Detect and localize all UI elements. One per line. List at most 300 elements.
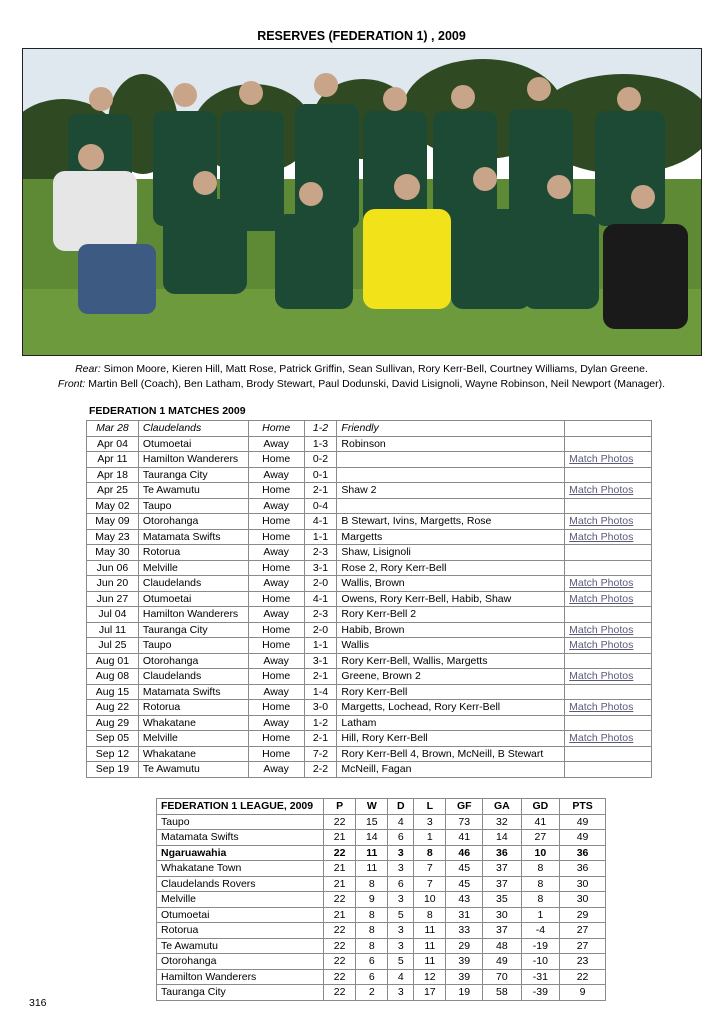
league-points-cell: 30 (560, 892, 606, 908)
match-photos-link-cell (565, 514, 652, 530)
league-won-cell: 6 (356, 954, 388, 970)
match-date-cell: Apr 25 (87, 483, 139, 499)
match-photos-link-cell (565, 498, 652, 514)
match-photos-link[interactable]: Match Photos (569, 530, 634, 543)
match-scorers-cell: McNeill, Fagan (337, 762, 565, 778)
league-won-cell: 8 (356, 876, 388, 892)
match-venue-cell: Home (248, 514, 304, 530)
league-points-cell: 30 (560, 876, 606, 892)
league-goals-for-cell: 31 (446, 907, 483, 923)
table-row (87, 421, 652, 437)
match-score-cell: 2-1 (304, 669, 337, 685)
match-photos-link[interactable]: Match Photos (569, 577, 634, 590)
match-opponent-cell: Te Awamutu (138, 762, 248, 778)
match-photos-link[interactable]: Match Photos (569, 670, 634, 683)
match-scorers-cell: Rory Kerr-Bell 2 (337, 607, 565, 623)
team-photo-illustration (23, 49, 702, 356)
match-score-cell: 2-3 (304, 545, 337, 561)
match-score-cell: 2-2 (304, 762, 337, 778)
matches-table (86, 420, 652, 778)
league-goals-for-cell: 33 (446, 923, 483, 939)
table-row (87, 622, 652, 638)
match-opponent-cell: Melville (138, 560, 248, 576)
table-row (87, 715, 652, 731)
caption-front-label: Front: (57, 378, 86, 390)
league-header-goals-against: GA (483, 799, 522, 815)
league-drawn-cell: 3 (388, 938, 414, 954)
match-venue-cell: Home (248, 591, 304, 607)
league-goals-against-cell: 30 (483, 907, 522, 923)
match-photos-link-cell (565, 467, 652, 483)
match-scorers-cell: Shaw, Lisignoli (337, 545, 565, 561)
league-goal-diff-cell: -31 (521, 969, 560, 985)
match-score-cell: 2-1 (304, 731, 337, 747)
match-score-cell: 0-4 (304, 498, 337, 514)
league-points-cell: 9 (560, 985, 606, 1001)
match-venue-cell: Home (248, 483, 304, 499)
match-opponent-cell: Taupo (138, 638, 248, 654)
match-photos-link-cell (565, 436, 652, 452)
match-venue-cell: Away (248, 684, 304, 700)
match-opponent-cell: Whakatane (138, 746, 248, 762)
league-header-points: PTS (560, 799, 606, 815)
league-won-cell: 14 (356, 830, 388, 846)
league-won-cell: 2 (356, 985, 388, 1001)
match-scorers-cell: Robinson (337, 436, 565, 452)
match-photos-link[interactable]: Match Photos (569, 639, 634, 652)
match-scorers-cell: Margetts (337, 529, 565, 545)
table-row (157, 907, 606, 923)
match-photos-link[interactable]: Match Photos (569, 732, 634, 745)
match-score-cell: 1-1 (304, 529, 337, 545)
league-table-body (157, 799, 606, 1001)
league-goal-diff-cell: 10 (521, 845, 560, 861)
league-drawn-cell: 5 (388, 954, 414, 970)
match-score-cell: 2-0 (304, 576, 337, 592)
match-date-cell: Aug 01 (87, 653, 139, 669)
table-row (87, 467, 652, 483)
league-lost-cell: 11 (414, 923, 446, 939)
match-score-cell: 7-2 (304, 746, 337, 762)
match-photos-link-cell (565, 529, 652, 545)
league-team-cell: Otorohanga (157, 954, 324, 970)
match-scorers-cell (337, 452, 565, 468)
match-opponent-cell: Otorohanga (138, 653, 248, 669)
photo-caption (0, 362, 723, 392)
league-goal-diff-cell: -10 (521, 954, 560, 970)
table-row (87, 700, 652, 716)
match-venue-cell: Home (248, 560, 304, 576)
match-venue-cell: Home (248, 700, 304, 716)
match-venue-cell: Home (248, 638, 304, 654)
league-team-cell: Otumoetai (157, 907, 324, 923)
league-lost-cell: 11 (414, 954, 446, 970)
league-points-cell: 29 (560, 907, 606, 923)
table-row (157, 985, 606, 1001)
match-scorers-cell (337, 467, 565, 483)
match-date-cell: Jun 06 (87, 560, 139, 576)
match-scorers-cell: Habib, Brown (337, 622, 565, 638)
match-date-cell: Aug 22 (87, 700, 139, 716)
table-row (157, 876, 606, 892)
match-score-cell: 1-4 (304, 684, 337, 700)
match-date-cell: Sep 12 (87, 746, 139, 762)
match-date-cell: Mar 28 (87, 421, 139, 437)
caption-front-line (0, 377, 723, 392)
table-row (157, 830, 606, 846)
match-venue-cell: Away (248, 715, 304, 731)
caption-rear-line (0, 362, 723, 377)
match-scorers-cell (337, 498, 565, 514)
league-team-cell: Hamilton Wanderers (157, 969, 324, 985)
match-photos-link-cell (565, 638, 652, 654)
league-lost-cell: 3 (414, 814, 446, 830)
league-drawn-cell: 6 (388, 876, 414, 892)
match-photos-link-cell (565, 731, 652, 747)
match-score-cell: 0-1 (304, 467, 337, 483)
league-points-cell: 49 (560, 814, 606, 830)
league-won-cell: 8 (356, 923, 388, 939)
match-opponent-cell: Matamata Swifts (138, 529, 248, 545)
match-photos-link-cell (565, 591, 652, 607)
match-date-cell: Sep 19 (87, 762, 139, 778)
league-team-cell: Whakatane Town (157, 861, 324, 877)
match-scorers-cell: Shaw 2 (337, 483, 565, 499)
match-date-cell: Apr 11 (87, 452, 139, 468)
match-score-cell: 2-1 (304, 483, 337, 499)
table-row (87, 483, 652, 499)
caption-front-names: Martin Bell (Coach), Ben Latham, Brody Stewart, Paul Dodunski, David Lisignoli, Wayne Robinson, Neil Newport (Manager). (85, 378, 666, 390)
match-opponent-cell: Te Awamutu (138, 483, 248, 499)
matches-heading: FEDERATION 1 MATCHES 2009 (89, 405, 246, 417)
league-played-cell: 22 (324, 892, 356, 908)
match-score-cell: 1-1 (304, 638, 337, 654)
league-goals-against-cell: 14 (483, 830, 522, 846)
league-drawn-cell: 6 (388, 830, 414, 846)
league-goals-for-cell: 39 (446, 954, 483, 970)
league-goal-diff-cell: 8 (521, 876, 560, 892)
league-goals-against-cell: 49 (483, 954, 522, 970)
league-team-cell: Ngaruawahia (157, 845, 324, 861)
league-goal-diff-cell: 41 (521, 814, 560, 830)
league-goals-against-cell: 70 (483, 969, 522, 985)
league-goals-for-cell: 73 (446, 814, 483, 830)
match-opponent-cell: Melville (138, 731, 248, 747)
league-played-cell: 21 (324, 876, 356, 892)
match-photos-link-cell (565, 715, 652, 731)
league-played-cell: 22 (324, 938, 356, 954)
match-photos-link[interactable]: Match Photos (569, 592, 634, 605)
match-score-cell: 1-2 (304, 421, 337, 437)
table-row (87, 607, 652, 623)
league-lost-cell: 11 (414, 938, 446, 954)
league-lost-cell: 12 (414, 969, 446, 985)
team-photo (22, 48, 702, 356)
table-row (157, 969, 606, 985)
table-row (87, 653, 652, 669)
match-score-cell: 2-0 (304, 622, 337, 638)
table-row (87, 591, 652, 607)
league-lost-cell: 10 (414, 892, 446, 908)
table-row (87, 436, 652, 452)
match-opponent-cell: Claudelands (138, 576, 248, 592)
match-date-cell: Jul 04 (87, 607, 139, 623)
league-points-cell: 36 (560, 845, 606, 861)
league-lost-cell: 1 (414, 830, 446, 846)
match-photos-link[interactable]: Match Photos (569, 623, 634, 636)
table-row (87, 545, 652, 561)
match-venue-cell: Away (248, 498, 304, 514)
match-date-cell: May 02 (87, 498, 139, 514)
league-goals-for-cell: 29 (446, 938, 483, 954)
league-goals-against-cell: 58 (483, 985, 522, 1001)
page-number: 316 (29, 997, 47, 1009)
match-venue-cell: Home (248, 529, 304, 545)
match-opponent-cell: Hamilton Wanderers (138, 607, 248, 623)
match-photos-link[interactable]: Match Photos (569, 453, 634, 466)
table-row (87, 638, 652, 654)
league-played-cell: 22 (324, 969, 356, 985)
league-table (156, 798, 606, 1001)
match-opponent-cell: Otumoetai (138, 436, 248, 452)
league-won-cell: 6 (356, 969, 388, 985)
league-team-cell: Melville (157, 892, 324, 908)
match-scorers-cell: Margetts, Lochead, Rory Kerr-Bell (337, 700, 565, 716)
match-venue-cell: Home (248, 452, 304, 468)
table-row (157, 938, 606, 954)
match-opponent-cell: Whakatane (138, 715, 248, 731)
match-opponent-cell: Otumoetai (138, 591, 248, 607)
table-row (87, 731, 652, 747)
match-scorers-cell: B Stewart, Ivins, Margetts, Rose (337, 514, 565, 530)
match-score-cell: 0-2 (304, 452, 337, 468)
match-opponent-cell: Tauranga City (138, 467, 248, 483)
match-photos-link-cell (565, 545, 652, 561)
league-team-cell: Taupo (157, 814, 324, 830)
match-venue-cell: Home (248, 622, 304, 638)
match-venue-cell: Home (248, 421, 304, 437)
match-scorers-cell: Wallis (337, 638, 565, 654)
league-goals-against-cell: 48 (483, 938, 522, 954)
league-drawn-cell: 5 (388, 907, 414, 923)
table-row (157, 923, 606, 939)
league-goal-diff-cell: 1 (521, 907, 560, 923)
match-opponent-cell: Claudelands (138, 669, 248, 685)
match-date-cell: Aug 08 (87, 669, 139, 685)
match-photos-link-cell (565, 700, 652, 716)
league-goals-against-cell: 37 (483, 876, 522, 892)
match-opponent-cell: Otorohanga (138, 514, 248, 530)
league-header-row (157, 799, 606, 815)
league-played-cell: 22 (324, 985, 356, 1001)
match-date-cell: May 09 (87, 514, 139, 530)
match-score-cell: 3-1 (304, 560, 337, 576)
league-drawn-cell: 3 (388, 845, 414, 861)
match-photos-link[interactable]: Match Photos (569, 484, 634, 497)
match-venue-cell: Away (248, 545, 304, 561)
match-photos-link-cell (565, 576, 652, 592)
league-goal-diff-cell: -19 (521, 938, 560, 954)
league-played-cell: 21 (324, 907, 356, 923)
match-scorers-cell: Hill, Rory Kerr-Bell (337, 731, 565, 747)
match-venue-cell: Away (248, 607, 304, 623)
match-photos-link-cell (565, 560, 652, 576)
match-photos-link-cell (565, 669, 652, 685)
league-goal-diff-cell: -4 (521, 923, 560, 939)
table-row (87, 498, 652, 514)
match-date-cell: Jun 27 (87, 591, 139, 607)
match-date-cell: Apr 04 (87, 436, 139, 452)
table-row (87, 452, 652, 468)
league-points-cell: 27 (560, 923, 606, 939)
league-header-goals-for: GF (446, 799, 483, 815)
league-played-cell: 21 (324, 830, 356, 846)
match-opponent-cell: Tauranga City (138, 622, 248, 638)
league-goals-for-cell: 39 (446, 969, 483, 985)
match-score-cell: 3-1 (304, 653, 337, 669)
table-row (87, 514, 652, 530)
league-won-cell: 11 (356, 861, 388, 877)
match-photos-link-cell (565, 483, 652, 499)
match-scorers-cell: Greene, Brown 2 (337, 669, 565, 685)
league-won-cell: 9 (356, 892, 388, 908)
league-played-cell: 21 (324, 861, 356, 877)
match-venue-cell: Home (248, 669, 304, 685)
league-drawn-cell: 3 (388, 861, 414, 877)
league-team-cell: Tauranga City (157, 985, 324, 1001)
league-header-team: FEDERATION 1 LEAGUE, 2009 (157, 799, 324, 815)
table-row (87, 560, 652, 576)
match-photos-link-cell (565, 746, 652, 762)
league-goals-for-cell: 46 (446, 845, 483, 861)
match-venue-cell: Home (248, 731, 304, 747)
table-row (87, 684, 652, 700)
match-date-cell: May 23 (87, 529, 139, 545)
league-points-cell: 27 (560, 938, 606, 954)
table-row (87, 576, 652, 592)
match-score-cell: 3-0 (304, 700, 337, 716)
match-photos-link-cell (565, 653, 652, 669)
league-team-cell: Matamata Swifts (157, 830, 324, 846)
league-goals-for-cell: 45 (446, 861, 483, 877)
match-date-cell: Aug 15 (87, 684, 139, 700)
league-played-cell: 22 (324, 814, 356, 830)
table-row (87, 762, 652, 778)
league-won-cell: 8 (356, 907, 388, 923)
match-date-cell: Jul 25 (87, 638, 139, 654)
league-goal-diff-cell: -39 (521, 985, 560, 1001)
league-won-cell: 11 (356, 845, 388, 861)
match-venue-cell: Away (248, 762, 304, 778)
league-goals-against-cell: 37 (483, 861, 522, 877)
table-row (157, 814, 606, 830)
league-goal-diff-cell: 8 (521, 892, 560, 908)
league-team-cell: Claudelands Rovers (157, 876, 324, 892)
league-lost-cell: 8 (414, 907, 446, 923)
match-score-cell: 1-3 (304, 436, 337, 452)
league-won-cell: 8 (356, 938, 388, 954)
caption-rear-names: Simon Moore, Kieren Hill, Matt Rose, Patrick Griffin, Sean Sullivan, Rory Kerr-Bell, Courtney Williams, Dylan Greene. (100, 363, 648, 375)
match-photos-link[interactable]: Match Photos (569, 701, 634, 714)
table-row (157, 954, 606, 970)
match-date-cell: Jul 11 (87, 622, 139, 638)
match-score-cell: 1-2 (304, 715, 337, 731)
match-photos-link-cell (565, 421, 652, 437)
league-points-cell: 22 (560, 969, 606, 985)
league-header-drawn: D (388, 799, 414, 815)
league-lost-cell: 7 (414, 876, 446, 892)
match-date-cell: Aug 29 (87, 715, 139, 731)
match-scorers-cell: Friendly (337, 421, 565, 437)
league-goals-against-cell: 37 (483, 923, 522, 939)
league-points-cell: 23 (560, 954, 606, 970)
match-opponent-cell: Rotorua (138, 545, 248, 561)
match-scorers-cell: Rory Kerr-Bell (337, 684, 565, 700)
table-row (157, 861, 606, 877)
match-score-cell: 4-1 (304, 514, 337, 530)
match-date-cell: May 30 (87, 545, 139, 561)
league-goals-against-cell: 36 (483, 845, 522, 861)
matches-table-body (87, 421, 652, 778)
league-drawn-cell: 4 (388, 969, 414, 985)
league-team-cell: Te Awamutu (157, 938, 324, 954)
league-lost-cell: 8 (414, 845, 446, 861)
league-goal-diff-cell: 27 (521, 830, 560, 846)
table-row (157, 892, 606, 908)
table-row (87, 669, 652, 685)
match-scorers-cell: Rory Kerr-Bell 4, Brown, McNeill, B Stewart (337, 746, 565, 762)
match-photos-link-cell (565, 452, 652, 468)
match-photos-link-cell (565, 684, 652, 700)
match-photos-link[interactable]: Match Photos (569, 515, 634, 528)
match-photos-link-cell (565, 622, 652, 638)
match-score-cell: 2-3 (304, 607, 337, 623)
table-row (87, 529, 652, 545)
match-scorers-cell: Rory Kerr-Bell, Wallis, Margetts (337, 653, 565, 669)
match-venue-cell: Away (248, 576, 304, 592)
match-venue-cell: Away (248, 653, 304, 669)
league-header-lost: L (414, 799, 446, 815)
league-drawn-cell: 3 (388, 923, 414, 939)
table-row (87, 746, 652, 762)
league-won-cell: 15 (356, 814, 388, 830)
match-opponent-cell: Matamata Swifts (138, 684, 248, 700)
match-opponent-cell: Rotorua (138, 700, 248, 716)
league-goals-for-cell: 19 (446, 985, 483, 1001)
match-venue-cell: Away (248, 436, 304, 452)
league-drawn-cell: 3 (388, 985, 414, 1001)
match-venue-cell: Away (248, 467, 304, 483)
league-played-cell: 22 (324, 954, 356, 970)
league-played-cell: 22 (324, 923, 356, 939)
league-goals-for-cell: 45 (446, 876, 483, 892)
match-date-cell: Sep 05 (87, 731, 139, 747)
match-scorers-cell: Owens, Rory Kerr-Bell, Habib, Shaw (337, 591, 565, 607)
league-header-won: W (356, 799, 388, 815)
match-opponent-cell: Taupo (138, 498, 248, 514)
match-opponent-cell: Hamilton Wanderers (138, 452, 248, 468)
page-title: RESERVES (FEDERATION 1) , 2009 (257, 29, 466, 43)
league-lost-cell: 17 (414, 985, 446, 1001)
league-header-goal-diff: GD (521, 799, 560, 815)
league-played-cell: 22 (324, 845, 356, 861)
table-row (157, 845, 606, 861)
match-date-cell: Apr 18 (87, 467, 139, 483)
league-goals-against-cell: 35 (483, 892, 522, 908)
league-header-played: P (324, 799, 356, 815)
league-goals-for-cell: 41 (446, 830, 483, 846)
match-photos-link-cell (565, 762, 652, 778)
